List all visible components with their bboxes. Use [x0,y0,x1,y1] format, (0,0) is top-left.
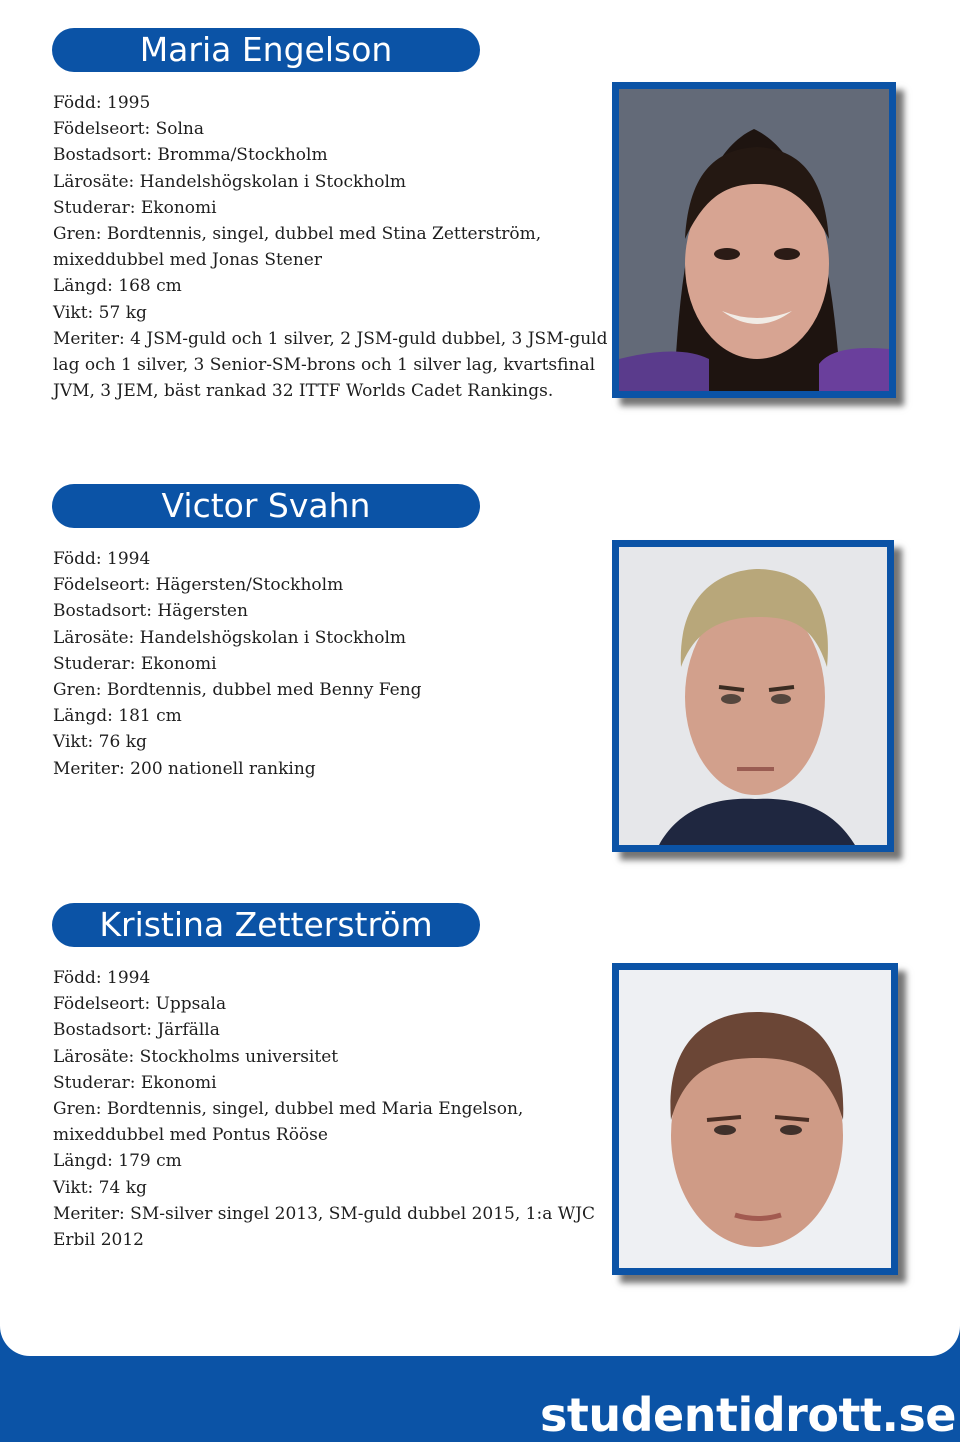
detail-born: Född: 1995 [53,93,151,113]
detail-residence: Bostadsort: Hägersten [53,601,248,622]
detail-weight: Vikt: 57 kg [53,302,147,323]
detail-merits: Meriter: SM-silver singel 2013, SM-guld dubbel 2015, 1:a WJC [53,1203,596,1224]
detail-event: Gren: Bordtennis, dubbel med Benny Feng [53,680,422,701]
profile-details [53,90,613,404]
detail-birthplace: Födelseort: Hägersten/Stockholm [53,575,344,596]
detail-studies: Studerar: Ekonomi [53,197,217,218]
detail-height: Längd: 179 cm [53,1151,182,1172]
detail-merits-cont: lag och 1 silver, 3 Senior-SM-brons och 1 silver lag, kvartsfinal [53,355,596,376]
detail-weight: Vikt: 74 kg [53,1177,147,1198]
portrait-maria-image [619,89,889,391]
profile-details [53,965,613,1253]
detail-merits: Meriter: 200 nationell ranking [53,758,316,779]
detail-born: Född: 1994 [53,968,151,988]
detail-merits: Meriter: 4 JSM-guld och 1 silver, 2 JSM-guld dubbel, 3 JSM-guld [53,328,608,349]
name-banner: Victor Svahn [52,484,480,528]
site-logo: studentidrott.se [540,1388,956,1442]
detail-height: Längd: 181 cm [53,706,182,727]
detail-event-cont: mixeddubbel med Pontus Rööse [53,1125,328,1146]
portrait-photo [612,963,898,1275]
portrait-victor-image [619,547,887,845]
portrait-photo [612,82,896,398]
detail-merits-cont: Erbil 2012 [53,1230,144,1251]
detail-university: Lärosäte: Handelshögskolan i Stockholm [53,627,407,648]
detail-event-cont: mixeddubbel med Jonas Stener [53,250,322,271]
portrait-photo [612,540,894,852]
portrait-kristina-image [619,970,891,1268]
detail-studies: Studerar: Ekonomi [53,1072,217,1093]
detail-event: Gren: Bordtennis, singel, dubbel med Maria Engelson, [53,1099,524,1120]
detail-studies: Studerar: Ekonomi [53,653,217,674]
detail-weight: Vikt: 76 kg [53,732,147,753]
detail-born: Född: 1994 [53,549,151,569]
detail-university: Lärosäte: Handelshögskolan i Stockholm [53,171,407,192]
detail-university: Lärosäte: Stockholms universitet [53,1046,339,1067]
detail-merits-cont: JVM, 3 JEM, bäst rankad 32 ITTF Worlds Cadet Rankings. [53,381,554,402]
name-banner: Maria Engelson [52,28,480,72]
name-banner: Kristina Zetterström [52,903,480,947]
detail-birthplace: Födelseort: Solna [53,119,204,140]
detail-residence: Bostadsort: Järfälla [53,1020,220,1041]
detail-birthplace: Födelseort: Uppsala [53,994,227,1015]
profile-details [53,546,613,782]
detail-event: Gren: Bordtennis, singel, dubbel med Stina Zetterström, [53,224,542,245]
detail-residence: Bostadsort: Bromma/Stockholm [53,145,328,166]
detail-height: Längd: 168 cm [53,276,182,297]
